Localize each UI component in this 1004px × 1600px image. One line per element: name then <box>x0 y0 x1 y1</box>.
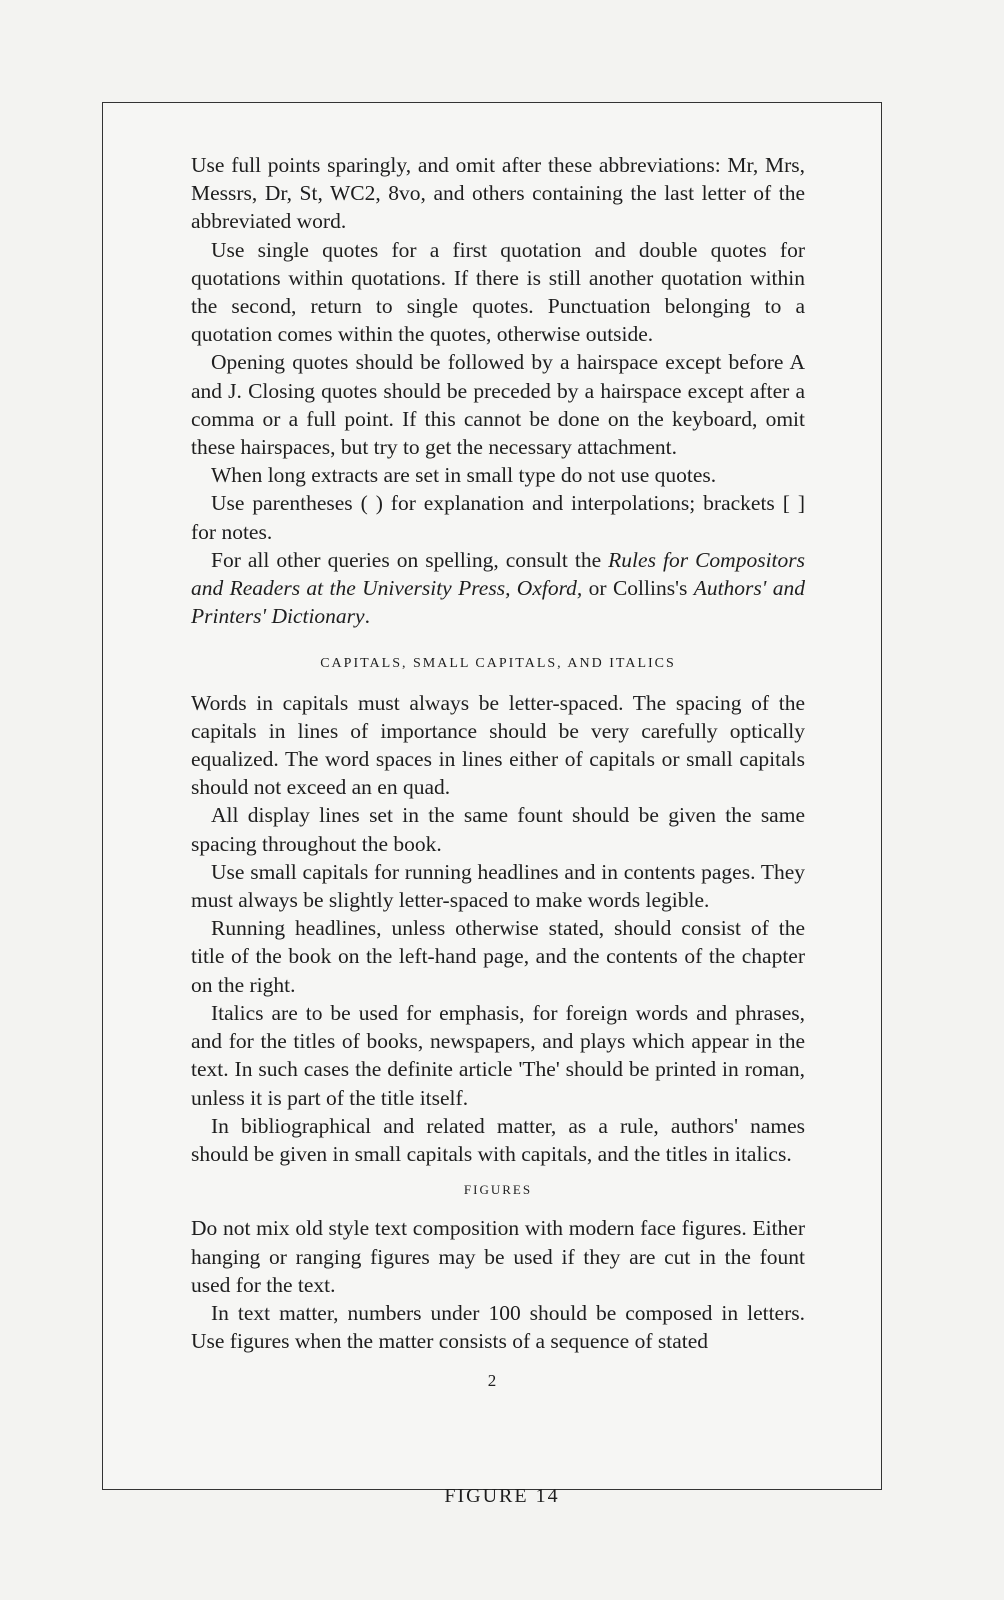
paragraph: In text matter, numbers under 100 should be composed in letters. Use figures when the matter consists of a sequence of stated <box>191 1300 805 1354</box>
paragraph: In bibliographical and related matter, as a rule, authors' names should be given in small capitals with capitals, and the titles in italics. <box>191 1113 805 1166</box>
paragraph: Do not mix old style text composition with modern face figures. Either hanging or ranging figures may be used if they are cut in the fount used for the text. <box>191 1216 805 1297</box>
paragraph: Running headlines, unless otherwise stated, should consist of the title of the book on the left-hand page, and the contents of the chapter on the right. <box>191 916 805 997</box>
paragraph: Opening quotes should be followed by a hairspace except before A and J. Closing quotes should be preceded by a hairspace except after a comma or a full point. If this cannot be done on the keyboard, omit these hairspaces, but try to get the necessary attachment. <box>191 350 805 460</box>
paragraph: Use full points sparingly, and omit after these abbreviations: Mr, Mrs, Messrs, Dr, St, WC2, 8vo, and others containing the last letter of the abbreviated word. <box>191 153 805 234</box>
ref-end: . <box>364 604 370 629</box>
paragraph-references <box>191 546 805 631</box>
paragraph: Use small capitals for running headlines and in contents pages. They must always be slightly letter-spaced to make words legible. <box>191 859 805 913</box>
figure-caption: FIGURE 14 <box>444 1485 560 1507</box>
ref-lead: For all other queries on spelling, consult the <box>211 547 609 572</box>
page-number: 2 <box>487 1371 497 1390</box>
paragraph: Words in capitals must always be letter-spaced. The spacing of the capitals in lines of importance should be very carefully optically equalized. The word spaces in lines either of capitals or small capitals should not exceed an en quad. <box>191 690 805 800</box>
page-frame <box>102 102 882 1490</box>
paragraph: All display lines set in the same fount should be given the same spacing throughout the book. <box>191 803 805 856</box>
paragraph: When long extracts are set in small type do not use quotes. <box>211 463 717 488</box>
ref-title-dictionary: Authors' and Printers' Dictionary <box>191 576 805 629</box>
section-heading-capitals: CAPITALS, SMALL CAPITALS, AND ITALICS <box>320 656 676 672</box>
paragraph: Use single quotes for a first quotation and double quotes for quotations within quotations. If there is still another quotation within the second, return to single quotes. Punctuation belonging to a quotation comes within the quotes, otherwise outside. <box>191 237 805 347</box>
section-heading-figures: FIGURES <box>463 1182 533 1198</box>
ref-title-rules: Rules for Compositors and Readers at the University Press, Oxford, <box>191 547 805 601</box>
ref-mid: or Collins's <box>582 576 694 601</box>
paragraph: Italics are to be used for emphasis, for foreign words and phrases, and for the titles of books, newspapers, and plays which appear in the text. In such cases the definite article 'The' should be printed in roman, unless it is part of the title itself. <box>191 1000 805 1110</box>
body-text <box>191 151 805 1355</box>
paragraph: Use parentheses ( ) for explanation and interpolations; brackets [ ] for notes. <box>191 491 805 544</box>
